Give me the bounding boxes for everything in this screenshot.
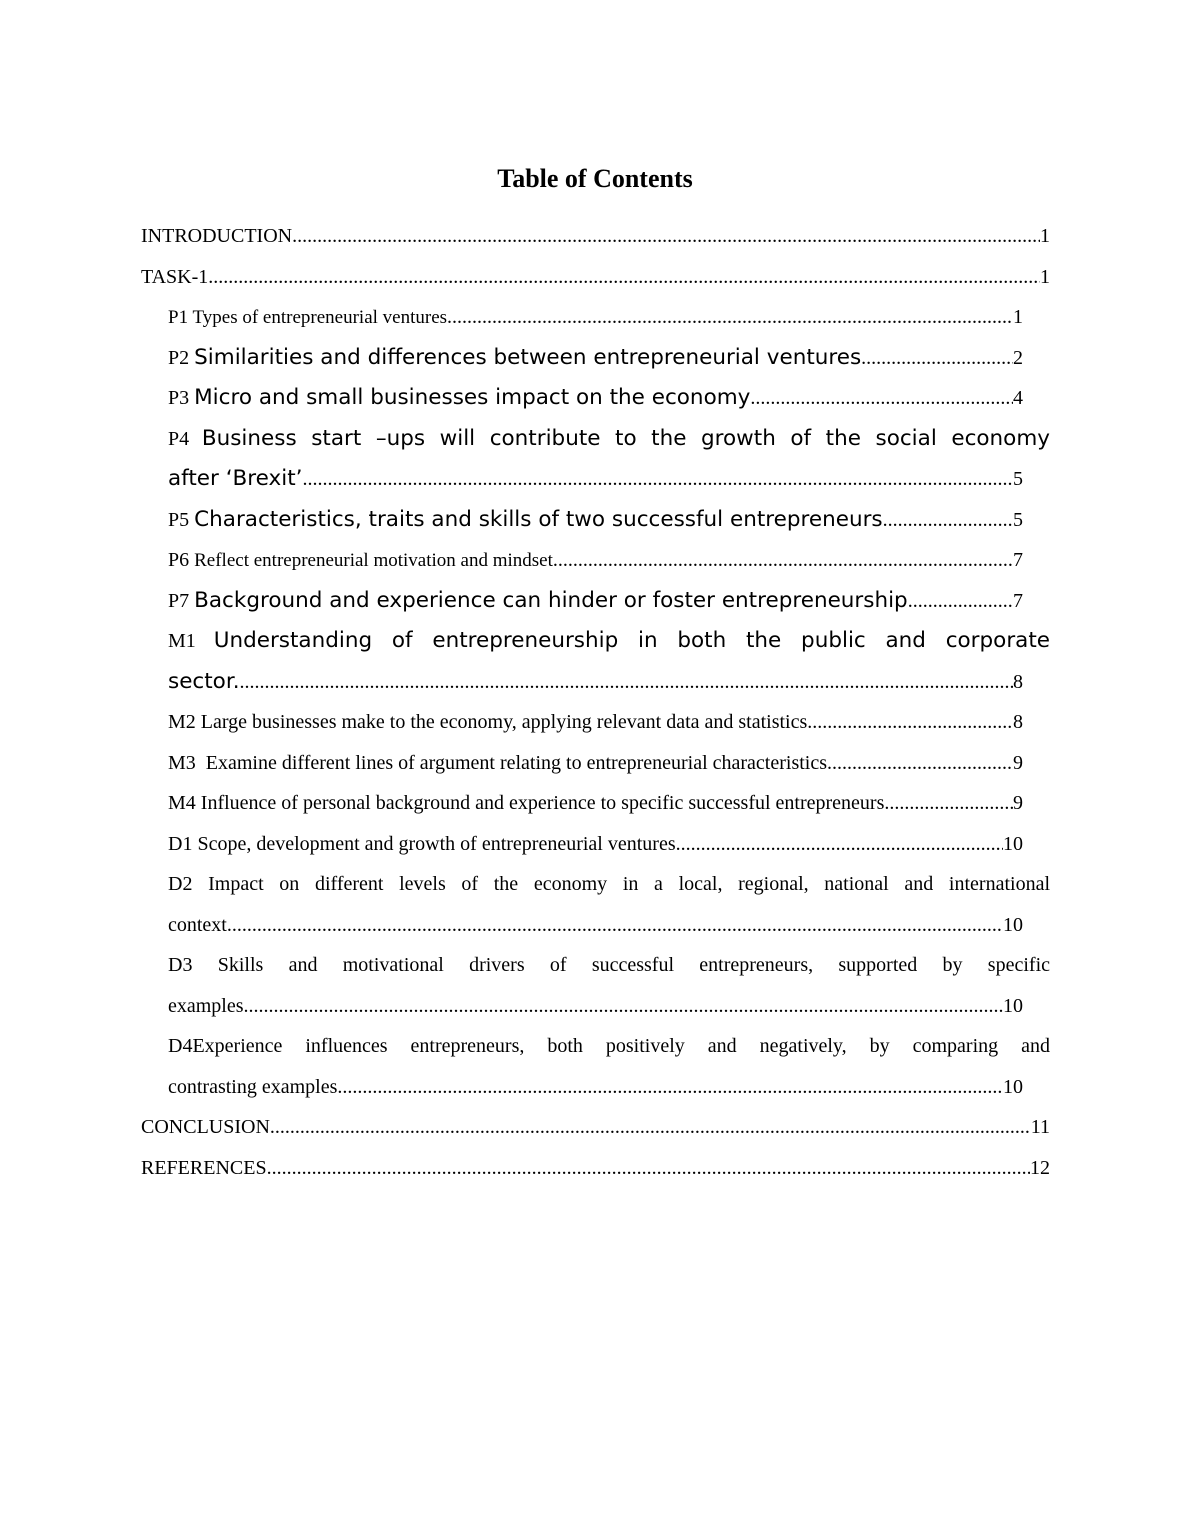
toc-entry-p4[interactable] bbox=[168, 419, 1050, 460]
toc-entry-label: sector. bbox=[168, 668, 240, 694]
toc-page-number: 1 bbox=[1040, 225, 1050, 247]
dot-leader bbox=[553, 540, 1013, 581]
toc-entry-code: P1 bbox=[168, 307, 193, 328]
toc-entry-label: context bbox=[168, 913, 227, 936]
toc-page-number: 1 bbox=[1013, 306, 1023, 328]
toc-entry-label: Business start –ups will contribute to the growth of the social economy bbox=[201, 425, 1050, 451]
toc-entry-m4[interactable] bbox=[168, 783, 1023, 824]
toc-entry-label: TASK-1 bbox=[141, 265, 209, 288]
toc-entry-m2[interactable] bbox=[168, 702, 1023, 743]
toc-entry-label: M2 Large businesses make to the economy, applying relevant data and statistics bbox=[168, 711, 808, 733]
toc-page-number: 10 bbox=[1003, 1075, 1023, 1098]
dot-leader bbox=[447, 297, 1013, 338]
toc-entry-label: contrasting examples bbox=[168, 1075, 338, 1098]
toc-entry-p5[interactable] bbox=[168, 500, 1023, 541]
toc-entry-label: Background and experience can hinder or foster entrepreneurship bbox=[194, 587, 908, 613]
toc-entry-label: D1 Scope, development and growth of entrepreneurial ventures bbox=[168, 832, 676, 855]
toc-entry-label: Micro and small businesses impact on the economy bbox=[194, 385, 751, 410]
toc-page-number: 4 bbox=[1013, 387, 1023, 409]
toc-page-number: 9 bbox=[1013, 751, 1023, 774]
toc-entry-d4[interactable] bbox=[168, 1026, 1050, 1067]
dot-leader bbox=[861, 338, 1013, 379]
toc-entry-d3-continued[interactable] bbox=[168, 986, 1023, 1027]
toc-entry-label: REFERENCES bbox=[141, 1156, 267, 1179]
toc-entry-label: M3 Examine different lines of argument relating to entrepreneurial characteristics bbox=[168, 751, 828, 774]
dot-leader bbox=[302, 459, 1013, 500]
toc-entry-p6[interactable] bbox=[168, 540, 1023, 581]
toc-entry-code: P5 bbox=[168, 508, 195, 531]
dot-leader bbox=[267, 1148, 1030, 1189]
toc-entry-p1[interactable] bbox=[168, 297, 1023, 338]
dot-leader bbox=[883, 500, 1013, 541]
toc-entry-code: P7 bbox=[168, 589, 195, 612]
dot-leader bbox=[827, 743, 1013, 784]
toc-entry-introduction[interactable] bbox=[141, 216, 1050, 257]
toc-entry-references[interactable] bbox=[141, 1148, 1050, 1189]
toc-entry-m1[interactable] bbox=[168, 621, 1050, 662]
toc-entry-label: Understanding of entrepreneurship in both the public and corporate bbox=[213, 628, 1050, 653]
toc-entry-label: after ‘Brexit’ bbox=[168, 466, 303, 491]
toc-entry-p4-continued[interactable] bbox=[168, 459, 1023, 500]
dot-leader bbox=[908, 581, 1013, 622]
toc-entry-code: M1 bbox=[168, 630, 214, 652]
toc-entry-label: Reflect entrepreneurial motivation and mindset bbox=[194, 550, 553, 571]
toc-page-number: 12 bbox=[1030, 1156, 1050, 1179]
dot-leader bbox=[807, 702, 1013, 743]
toc-entry-m1-continued[interactable] bbox=[168, 662, 1023, 703]
toc-entry-label: CONCLUSION bbox=[141, 1116, 270, 1138]
dot-leader bbox=[889, 783, 1013, 824]
toc-page-number: 1 bbox=[1040, 265, 1050, 288]
toc-entry-p2[interactable] bbox=[168, 338, 1023, 379]
toc-page-number: 8 bbox=[1013, 711, 1023, 733]
toc-entry-d3[interactable] bbox=[168, 945, 1050, 986]
table-of-contents bbox=[141, 216, 1050, 1188]
toc-entry-label: Types of entrepreneurial ventures bbox=[192, 307, 448, 328]
toc-entry-label: D3 Skills and motivational drivers of successful entrepreneurs, supported by specific bbox=[168, 954, 1050, 976]
toc-entry-label: D2 Impact on different levels of the economy in a local, regional, national and international bbox=[168, 873, 1050, 895]
toc-page-number: 10 bbox=[1003, 994, 1023, 1017]
toc-page-number: 2 bbox=[1013, 346, 1023, 369]
toc-entry-d2[interactable] bbox=[168, 864, 1050, 905]
dot-leader bbox=[244, 986, 1003, 1027]
toc-entry-p7[interactable] bbox=[168, 581, 1023, 622]
toc-entry-label: D4Experience influences entrepreneurs, both positively and negatively, by comparing and bbox=[168, 1035, 1050, 1057]
toc-entry-code: P2 bbox=[168, 346, 195, 369]
toc-entry-p3[interactable] bbox=[168, 378, 1023, 419]
dot-leader bbox=[292, 216, 1040, 257]
dot-leader bbox=[676, 824, 1003, 865]
toc-entry-task-1[interactable] bbox=[141, 257, 1050, 298]
toc-page-number: 8 bbox=[1013, 670, 1023, 693]
toc-entry-code: P6 bbox=[168, 549, 195, 571]
dot-leader bbox=[208, 257, 1040, 298]
dot-leader bbox=[240, 662, 1013, 703]
toc-page-number: 5 bbox=[1013, 468, 1023, 490]
toc-entry-label: INTRODUCTION bbox=[141, 225, 293, 247]
toc-entry-d2-continued[interactable] bbox=[168, 905, 1023, 946]
toc-entry-code: P3 bbox=[168, 387, 195, 409]
toc-entry-label: examples bbox=[168, 994, 244, 1017]
toc-entry-d1[interactable] bbox=[168, 824, 1023, 865]
toc-page-number: 7 bbox=[1013, 549, 1023, 571]
toc-page-number: 5 bbox=[1013, 508, 1023, 531]
dot-leader bbox=[227, 905, 1003, 946]
page-title: Table of Contents bbox=[497, 164, 693, 193]
toc-entry-label: M4 Influence of personal background and experience to specific successful entrepreneurs. bbox=[168, 792, 890, 814]
toc-entry-code: P4 bbox=[168, 427, 202, 450]
toc-page-number: 11 bbox=[1030, 1116, 1050, 1138]
toc-page-number: 10 bbox=[1003, 832, 1023, 855]
dot-leader bbox=[337, 1067, 1003, 1108]
toc-entry-label: Characteristics, traits and skills of two successful entrepreneurs bbox=[194, 506, 883, 532]
toc-entry-label: Similarities and differences between entrepreneurial ventures bbox=[194, 344, 862, 370]
toc-entry-m3[interactable] bbox=[168, 743, 1023, 784]
toc-entry-d4-continued[interactable] bbox=[168, 1067, 1023, 1108]
dot-leader bbox=[270, 1107, 1031, 1148]
toc-page-number: 7 bbox=[1013, 589, 1023, 612]
dot-leader bbox=[750, 378, 1013, 419]
toc-entry-conclusion[interactable] bbox=[141, 1107, 1050, 1148]
toc-page-number: 10 bbox=[1003, 913, 1023, 936]
toc-page-number: 9 bbox=[1013, 792, 1023, 814]
